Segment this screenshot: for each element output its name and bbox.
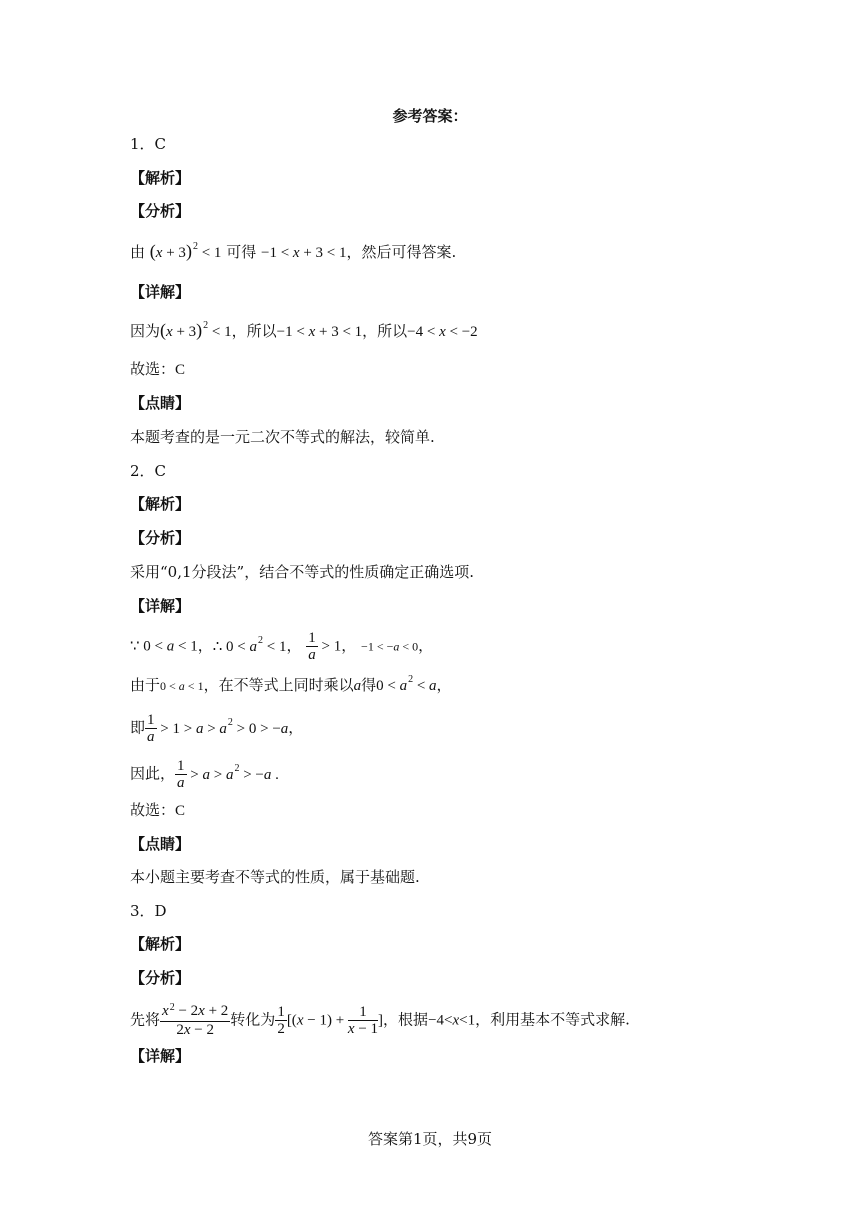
math-expr: a <box>353 678 362 694</box>
section-fenxi: 【分析】 <box>130 969 191 987</box>
text: ，在不等式上同时乘以 <box>203 676 354 694</box>
text: 故选： <box>130 801 176 819</box>
q2-comment: 本小题主要考查不等式的性质，属于基础题. <box>130 868 420 886</box>
answer-1: 1．C <box>130 135 167 153</box>
math-expr: ∵ 0 < a < 1 <box>130 638 198 655</box>
answer-2: 2．C <box>130 462 167 480</box>
text: ，根据 <box>383 1010 429 1029</box>
math-expr: $0 < a^2 < a$ <box>376 674 437 694</box>
text: ，利用基本不等式求解. <box>475 1010 630 1029</box>
text: 即 <box>130 718 146 737</box>
q1-analysis: 由 $(x + 3)^2 < 1$ 可得 −1 < x + 3 < 1，然后可得答案. <box>130 241 457 261</box>
text: 可得 <box>226 243 257 261</box>
text: ，所以 <box>231 322 277 340</box>
math-expr: > $1 > a > a^2 > 0 > -a$ <box>156 716 289 737</box>
q1-choice <box>130 359 185 380</box>
text: 由于 <box>130 676 161 694</box>
math-expr: > $a > a^2 > -a$ . <box>186 762 279 783</box>
section-jiexi: 【解析】 <box>130 495 191 513</box>
text: 因此， <box>130 764 176 783</box>
section-jiexi: 【解析】 <box>130 169 191 187</box>
q1-detail: 因为$(x + 3)^2 < 1$，所以−1 < x + 3 < 1，所以−4 < x < −2 <box>130 320 478 340</box>
answer-3: 3．D <box>130 902 167 920</box>
fraction: $\frac{1}{a}$ <box>147 712 155 745</box>
q2-detail-line1: ∵ 0 < a < 1，∴ $0 < a^2 < 1$， $\frac{1}{a}$ > 1， −1 < −a < 0， <box>130 630 434 663</box>
section-xiangjie: 【详解】 <box>130 597 191 615</box>
math-expr: ( <box>160 320 167 340</box>
text: ，然后可得答案. <box>346 243 457 261</box>
math-expr: [(x − 1) + <box>286 1012 348 1029</box>
fraction: $\frac{x^2 - 2x + 2}{2x - 2}$ <box>162 1002 229 1038</box>
fraction: $\frac{1}{2}$ <box>277 1004 285 1037</box>
q2-detail-line4 <box>130 758 279 791</box>
page-title: 参考答案： <box>392 107 468 125</box>
section-fenxi: 【分析】 <box>130 529 191 547</box>
fraction: $\frac{1}{a}$ <box>177 758 185 791</box>
math-expr: −1 < −a < 0 <box>361 639 419 654</box>
choice: C <box>175 362 186 378</box>
text: 由 <box>130 243 146 261</box>
choice: C <box>175 803 186 819</box>
text: ，所以 <box>362 322 408 340</box>
q2-choice <box>130 800 185 821</box>
math-expr: 0 < a < 1 <box>160 679 204 693</box>
fraction: $\frac{1}{x - 1}$ <box>347 1004 379 1037</box>
math-expr: −1 < x + 3 < 1 <box>276 324 363 340</box>
math-expr: −4<x<1 <box>428 1012 476 1029</box>
text: ， <box>288 718 304 737</box>
section-xiangjie: 【详解】 <box>130 283 191 301</box>
math-expr: ( <box>149 241 156 261</box>
text: ， <box>418 636 434 655</box>
text: 得 <box>361 676 377 694</box>
fraction: $\frac{1}{a}$ <box>308 630 316 663</box>
page-footer: 答案第1页，共9页 <box>367 1130 493 1148</box>
q2-analysis: 采用“0,1分段法”，结合不等式的性质确定正确选项. <box>130 563 474 581</box>
q1-comment: 本题考查的是一元二次不等式的解法，较简单. <box>130 428 435 446</box>
text: 转化为 <box>230 1010 276 1029</box>
text: 故选： <box>130 360 176 378</box>
section-jiexi: 【解析】 <box>130 935 191 953</box>
section-fenxi: 【分析】 <box>130 202 191 220</box>
q2-detail-line3 <box>130 712 303 745</box>
text: ， <box>286 636 302 655</box>
text: ， <box>197 636 213 655</box>
text: ， <box>341 636 357 655</box>
math-expr: −1 < x + 3 < 1 <box>260 245 347 261</box>
q2-detail-line2 <box>130 675 452 698</box>
text: ， <box>436 676 452 694</box>
section-dianjing: 【点睛】 <box>130 394 191 412</box>
text: 因为 <box>130 322 161 340</box>
q3-analysis: 先将 $\frac{x^2 - 2x + 2}{2x - 2}$ 转化为 $\frac{1}{2}$ [(x − 1) + $\frac{1}{x - 1}$ ]，根据−4<x<1，利用基本不等式求解. <box>130 1002 630 1038</box>
math-expr: −4 < x < −2 <box>407 324 478 340</box>
text: 先将 <box>130 1010 161 1029</box>
math-expr: ∴ $0 < a^2 < 1$ <box>212 634 287 655</box>
section-xiangjie: 【详解】 <box>130 1047 191 1065</box>
section-dianjing: 【点睛】 <box>130 835 191 853</box>
